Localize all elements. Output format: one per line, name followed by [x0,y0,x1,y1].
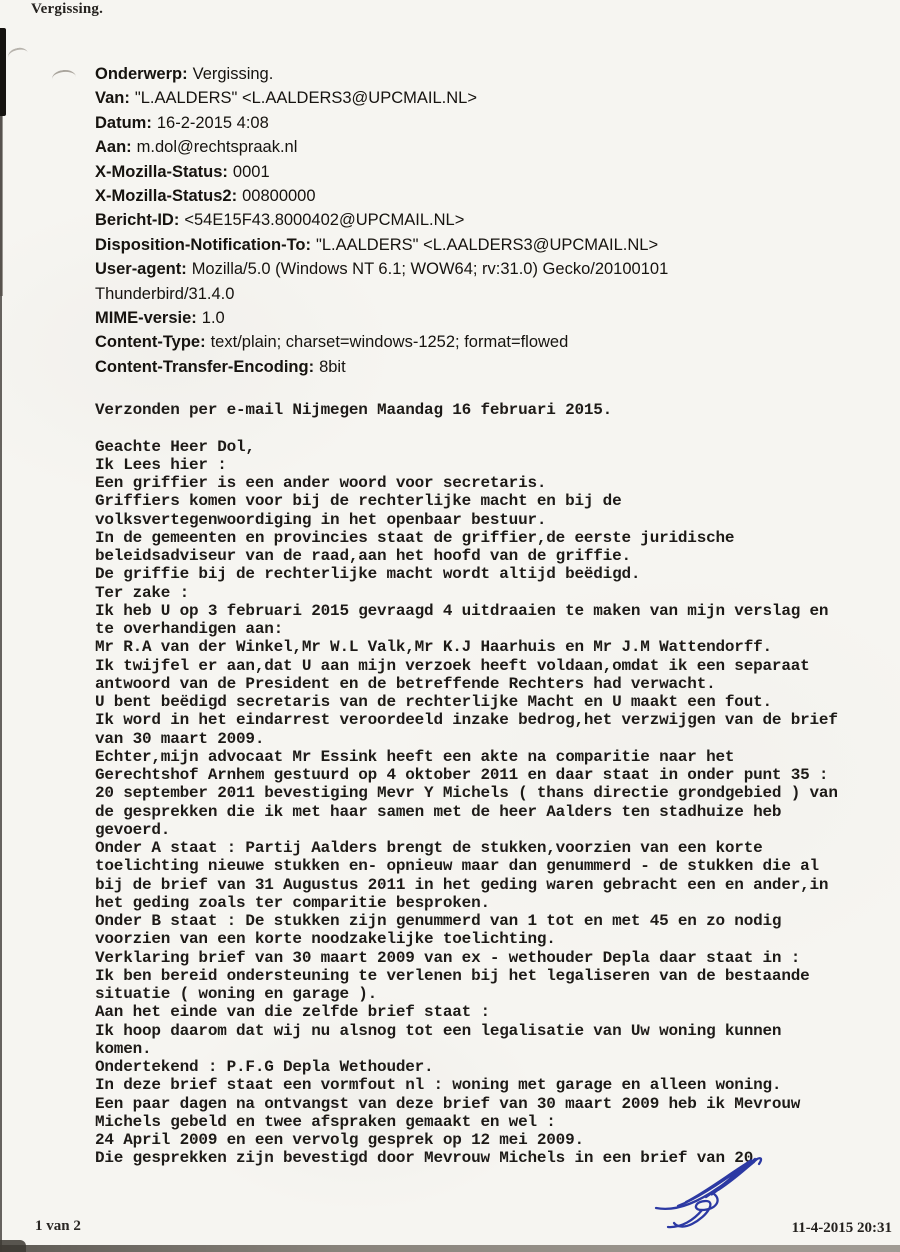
body-line: situatie ( woning en garage ). [95,985,378,1003]
body-line: komen. [95,1039,152,1058]
email-header-value: text/plain; charset=windows-1252; format=flowed [210,333,569,352]
body-line: De griffie bij de rechterlijke macht wordt altijd beëdigd. [95,565,641,584]
email-header-label: Datum: [95,113,152,132]
body-line: bij de brief van 31 Augustus 2011 in het geding waren gebracht een en ander,in [95,875,829,894]
email-header-value: m.dol@rechtspraak.nl [136,138,298,157]
body-line: Ik ben bereid ondersteuning te verlenen bij het legaliseren van de bestaande [95,966,810,985]
email-header-row [95,257,745,306]
email-header-label: Van: [95,89,130,108]
email-header-block [95,62,867,379]
body-line: beleidsadviseur van de raad,aan het hoofd van de griffie. [95,547,631,565]
body-line: antwoord van de President en de betreffende Rechters had verwacht. [95,674,716,693]
body-line: te overhandigen aan: [95,620,284,638]
email-header-label: Content-Type: [95,333,206,352]
email-header-label: Disposition-Notification-To: [95,235,311,254]
email-header-value: <54E15F43.8000402@UPCMAIL.NL> [184,211,465,230]
scan-edge-left-blob [0,28,6,116]
scan-edge-bottom-left-blob [0,1240,26,1252]
email-header-label: Content-Transfer-Encoding: [95,357,315,376]
body-line: Een paar dagen na ontvangst van deze brief van 30 maart 2009 heb ik Mevrouw [95,1094,801,1113]
body-line: 20 september 2011 bevestiging Mevr Y Michels ( thans directie grondgebied ) van [95,784,838,803]
body-line: voorzien van een korte noodzakelijke toelichting. [95,930,556,949]
email-header-value: 16-2-2015 4:08 [156,113,269,132]
page-title: Vergissing. [31,1,104,17]
body-line: Mr R.A van der Winkel,Mr W.L Valk,Mr K.J Haarhuis en Mr J.M Wattendorff. [95,638,772,657]
body-line: gevoerd. [95,820,171,839]
body-line: Ter zake : [95,583,190,602]
body-line: Geachte Heer Dol, [95,437,255,456]
body-line: U bent beëdigd secretaris van de rechterlijke Macht en U maakt een fout. [95,693,772,711]
body-line: Griffiers komen voor bij de rechterlijke macht en bij de [95,492,622,511]
body-line: Die gesprekken zijn bevestigd door Mevrouw Michels in een brief van 20 [95,1149,754,1168]
email-header-value: 0001 [232,162,270,181]
email-header-label: Aan: [95,138,132,157]
email-header-row [95,111,867,135]
body-line: 24 April 2009 en een vervolg gesprek op 12 mei 2009. [95,1131,584,1149]
email-header-value: "L.AALDERS" <L.AALDERS3@UPCMAIL.NL> [134,89,477,108]
email-header-row [95,160,867,184]
body-line [95,419,885,437]
scan-edge-bottom-band [0,1245,900,1252]
body-line: Ik word in het eindarrest veroordeeld inzake bedrog,het verzwijgen van de brief [95,711,838,730]
email-header-label: User-agent: [95,260,187,279]
email-header-value: Vergissing. [192,65,274,83]
body-line: Onder B staat : De stukken zijn genummerd van 1 tot en met 45 en zo nodig [95,912,782,930]
email-header-label: Bericht-ID: [95,211,180,230]
email-header-row [95,86,867,110]
email-header-row [95,355,867,379]
body-line: Ondertekend : P.F.G Depla Wethouder. [95,1058,434,1076]
email-header-row [95,208,867,232]
handwritten-signature-scribble [648,1154,774,1232]
print-timestamp: 11-4-2015 20:31 [791,1220,892,1236]
body-line: In de gemeenten en provincies staat de griffier,de eerste juridische [95,528,735,547]
body-line: het geding zoals ter comparitie besproken. [95,893,490,912]
email-header-row [95,330,867,354]
email-header-value: "L.AALDERS" <L.AALDERS3@UPCMAIL.NL> [316,235,659,254]
email-header-row [95,233,867,257]
email-header-row [95,306,867,330]
body-line: toelichting nieuwe stukken en- opnieuw maar dan genummerd - de stukken die al [95,857,819,876]
page-number: 1 van 2 [35,1218,81,1234]
email-header-label: X-Mozilla-Status2: [95,187,238,206]
body-line: van 30 maart 2009. [95,729,265,748]
body-line: Michels gebeld en twee afspraken gemaakt en wel : [95,1112,556,1131]
email-header-value: 00800000 [242,187,316,206]
email-body-text [95,401,885,1168]
email-header-label: X-Mozilla-Status: [95,162,228,181]
email-header-value: Mozilla/5.0 (Windows NT 6.1; WOW64; rv:31.0) Gecko/20100101 Thunderbird/31.4.0 [95,260,669,303]
body-line: Gerechtshof Arnhem gestuurd op 4 oktober 2011 en daar staat in onder punt 35 : [95,766,829,784]
pencil-smudge-mark [51,69,77,87]
body-line: Ik Lees hier : [95,455,227,474]
email-header-row [95,135,867,159]
body-line: Ik hoop daarom dat wij nu alsnog tot een legalisatie van Uw woning kunnen [95,1021,782,1040]
scan-edge-left-shadow [0,116,3,296]
body-line: Verzonden per e-mail Nijmegen Maandag 16 februari 2015. [95,401,613,419]
email-header-value: 8bit [319,357,346,376]
body-line: In deze brief staat een vormfout nl : woning met garage en alleen woning. [95,1076,782,1095]
body-line: Een griffier is een ander woord voor secretaris. [95,474,547,492]
body-line: de gesprekken die ik met haar samen met de heer Aalders ten stadhuize heb [95,802,782,821]
email-header-row [95,184,867,208]
body-line: Ik twijfel er aan,dat U aan mijn verzoek heeft voldaan,omdat ik een separaat [95,656,810,675]
body-line: Onder A staat : Partij Aalders brengt de stukken,voorzien van een korte [95,839,763,857]
body-line: Echter,mijn advocaat Mr Essink heeft een akte na comparitie naar het [95,747,735,766]
email-header-value: 1.0 [201,309,225,328]
email-header-row [95,62,867,86]
email-header-label: Onderwerp: [95,65,188,83]
email-header-label: MIME-versie: [95,309,197,328]
body-line: volksvertegenwoordiging in het openbaar bestuur. [95,510,547,529]
body-line: Ik heb U op 3 februari 2015 gevraagd 4 uitdraaien te maken van mijn verslag en [95,601,829,620]
body-line: Aan het einde van die zelfde brief staat : [95,1003,490,1022]
pencil-smudge-mark [7,46,30,64]
body-line: Verklaring brief van 30 maart 2009 van ex - wethouder Depla daar staat in : [95,948,801,967]
